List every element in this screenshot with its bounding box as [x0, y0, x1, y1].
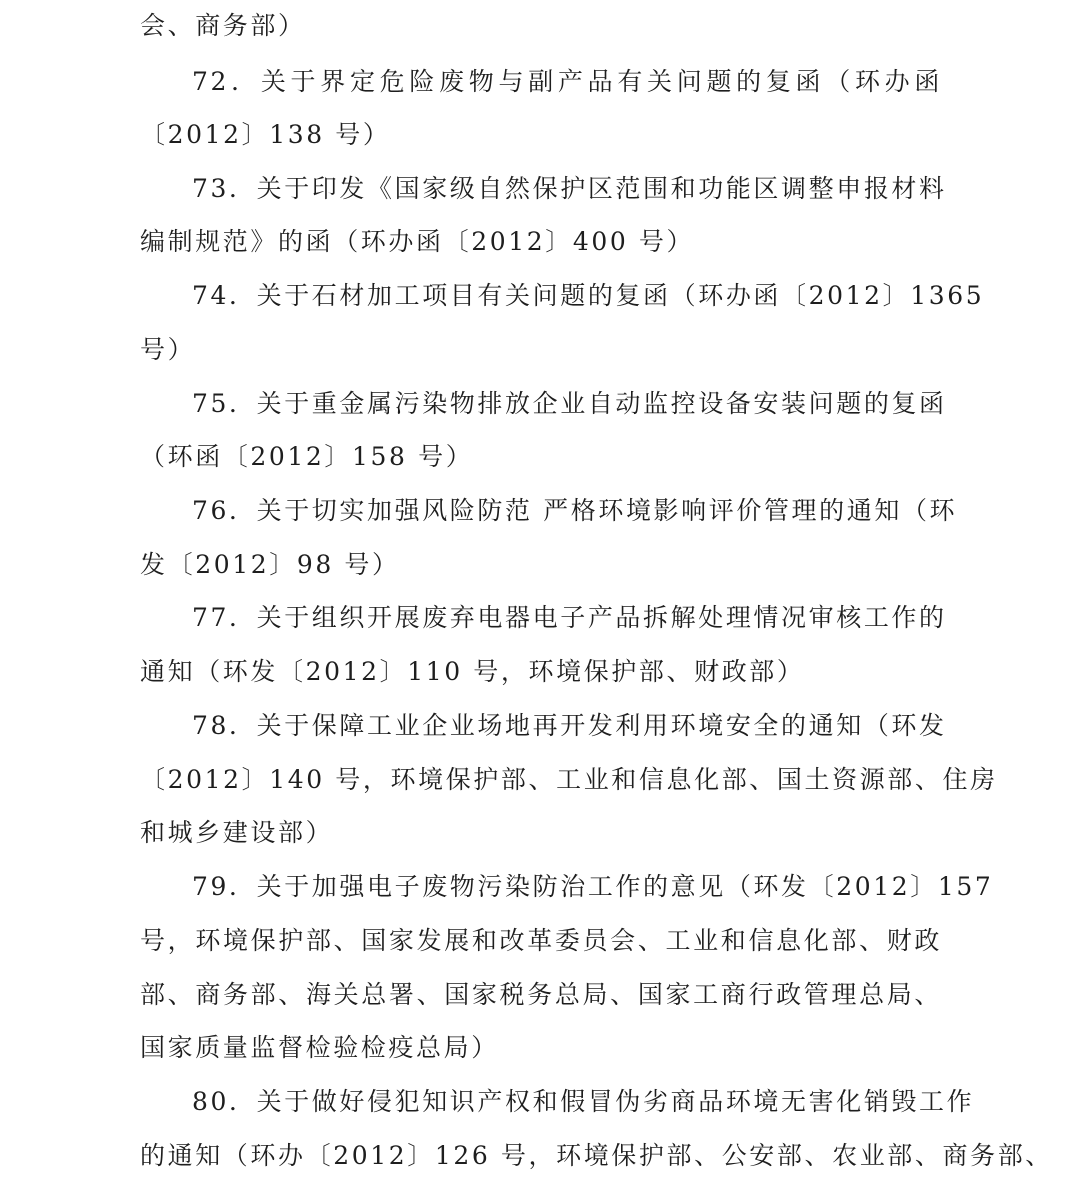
item-79-line-1: 79．关于加强电子废物污染防治工作的意见（环发〔2012〕157	[192, 872, 994, 901]
item-75-line-2: （环函〔2012〕158 号）	[140, 442, 474, 471]
item-78-line-1: 78．关于保障工业企业场地再开发利用环境安全的通知（环发	[192, 711, 947, 740]
item-79-line-2: 号，环境保护部、国家发展和改革委员会、工业和信息化部、财政	[140, 926, 942, 955]
item-72-line-1: 72．关于界定危险废物与副产品有关问题的复函（环办函	[192, 67, 942, 96]
item-73-line-1: 73．关于印发《国家级自然保护区范围和功能区调整申报材料	[192, 174, 947, 203]
item-79-line-4: 国家质量监督检验检疫总局）	[140, 1033, 499, 1062]
item-76-line-1: 76．关于切实加强风险防范 严格环境影响评价管理的通知（环	[192, 496, 958, 525]
item-72-line-2: 〔2012〕138 号）	[140, 120, 391, 149]
item-78-line-3: 和城乡建设部）	[140, 818, 334, 847]
item-74-line-2: 号）	[140, 335, 196, 364]
item-76-line-2: 发〔2012〕98 号）	[140, 550, 400, 579]
item-74-line-1: 74．关于石材加工项目有关问题的复函（环办函〔2012〕1365	[192, 281, 985, 310]
item-78-line-2: 〔2012〕140 号，环境保护部、工业和信息化部、国土资源部、住房	[140, 765, 998, 794]
text-line-continuation: 会、商务部）	[140, 11, 306, 40]
item-77-line-1: 77．关于组织开展废弃电器电子产品拆解处理情况审核工作的	[192, 603, 947, 632]
item-77-line-2: 通知（环发〔2012〕110 号，环境保护部、财政部）	[140, 657, 805, 686]
item-80-line-2: 的通知（环办〔2012〕126 号，环境保护部、公安部、农业部、商务部、	[140, 1141, 1053, 1170]
item-79-line-3: 部、商务部、海关总署、国家税务总局、国家工商行政管理总局、	[140, 980, 942, 1009]
item-73-line-2: 编制规范》的函（环办函〔2012〕400 号）	[140, 227, 695, 256]
item-80-line-1: 80．关于做好侵犯知识产权和假冒伪劣商品环境无害化销毁工作	[192, 1087, 975, 1116]
item-75-line-1: 75．关于重金属污染物排放企业自动监控设备安装问题的复函	[192, 389, 947, 418]
